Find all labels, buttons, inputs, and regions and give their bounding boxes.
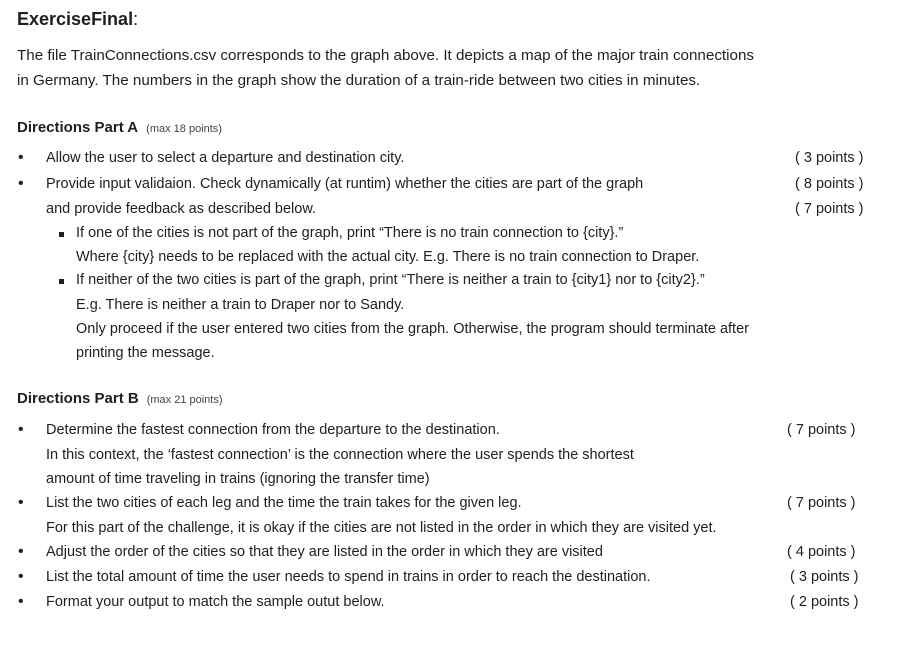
part-b-item-1-line-1: Determine the fastest connection from the departure to the destination.	[46, 422, 500, 438]
part-b-item-2-points: ( 7 points )	[787, 495, 856, 511]
part-b-title: Directions Part B	[17, 390, 139, 407]
part-a-sub-2-line-1: If neither of the two cities is part of the graph, print “There is neither a train to {city1} nor to {city2}.”	[76, 272, 705, 288]
part-b-item-1-line-3: amount of time traveling in trains (ignoring the transfer time)	[46, 471, 430, 487]
part-b-heading	[17, 389, 223, 410]
bullet-icon: •	[18, 494, 24, 511]
intro-paragraph	[17, 43, 897, 93]
intro-line-1: The file TrainConnections.csv corresponds to the graph above. It depicts a map of the major train connections	[17, 47, 754, 64]
part-a-sub-2-line-2: E.g. There is neither a train to Draper nor to Sandy.	[76, 297, 405, 313]
bullet-icon: •	[18, 175, 24, 192]
part-b-item-5: Format your output to match the sample outut below.	[46, 594, 385, 610]
part-a-sub-1-line-2: Where {city} needs to be replaced with the actual city. E.g. There is no train connection to Draper.	[76, 249, 700, 265]
bullet-icon: •	[18, 543, 24, 560]
title-colon: :	[133, 9, 139, 29]
part-b-item-2-line-2: For this part of the challenge, it is okay if the cities are not listed in the order in which they are visited yet.	[46, 520, 717, 536]
part-b-max-points: (max 21 points)	[146, 394, 223, 406]
part-a-item-2-points-1: ( 8 points )	[795, 176, 864, 192]
square-bullet-icon	[59, 279, 64, 284]
title-bold: ExerciseFinal	[17, 9, 134, 29]
part-b-item-3-points: ( 4 points )	[787, 544, 856, 560]
part-b-item-3: Adjust the order of the cities so that they are listed in the order in which they are visited	[46, 544, 603, 560]
intro-line-2: in Germany. The numbers in the graph show the duration of a train-ride between two cities in minutes.	[17, 72, 701, 89]
part-a-item-1-points: ( 3 points )	[795, 150, 864, 166]
part-b-item-2-line-1: List the two cities of each leg and the time the train takes for the given leg.	[46, 495, 522, 511]
bullet-icon: •	[18, 421, 24, 438]
part-a-sub-2-line-4: printing the message.	[76, 345, 215, 361]
part-a-sub-2-line-3: Only proceed if the user entered two cities from the graph. Otherwise, the program should terminate after	[76, 321, 749, 337]
part-a-title: Directions Part A	[17, 119, 139, 136]
part-a-heading	[17, 118, 222, 139]
bullet-icon: •	[18, 149, 24, 166]
part-b-item-4-points: ( 3 points )	[790, 569, 859, 585]
part-a-item-2-line-2: and provide feedback as described below.	[46, 201, 317, 217]
page-title	[17, 6, 138, 32]
part-a-max-points: (max 18 points)	[146, 123, 222, 135]
part-a-item-2-line-1: Provide input validaion. Check dynamically (at runtim) whether the cities are part of the graph	[46, 176, 644, 192]
part-b-item-4: List the total amount of time the user needs to spend in trains in order to reach the destination.	[46, 569, 651, 585]
bullet-icon: •	[18, 568, 24, 585]
part-b-item-1-line-2: In this context, the ‘fastest connection’ is the connection where the user spends the shortest	[46, 447, 634, 463]
bullet-icon: •	[18, 593, 24, 610]
part-a-item-2-points-2: ( 7 points )	[795, 201, 864, 217]
part-a-sub-1-line-1: If one of the cities is not part of the graph, print “There is no train connection to {city}.”	[76, 225, 624, 241]
part-b-item-5-points: ( 2 points )	[790, 594, 859, 610]
part-b-item-1-points: ( 7 points )	[787, 422, 856, 438]
square-bullet-icon	[59, 232, 64, 237]
part-a-item-1: Allow the user to select a departure and destination city.	[46, 150, 405, 166]
